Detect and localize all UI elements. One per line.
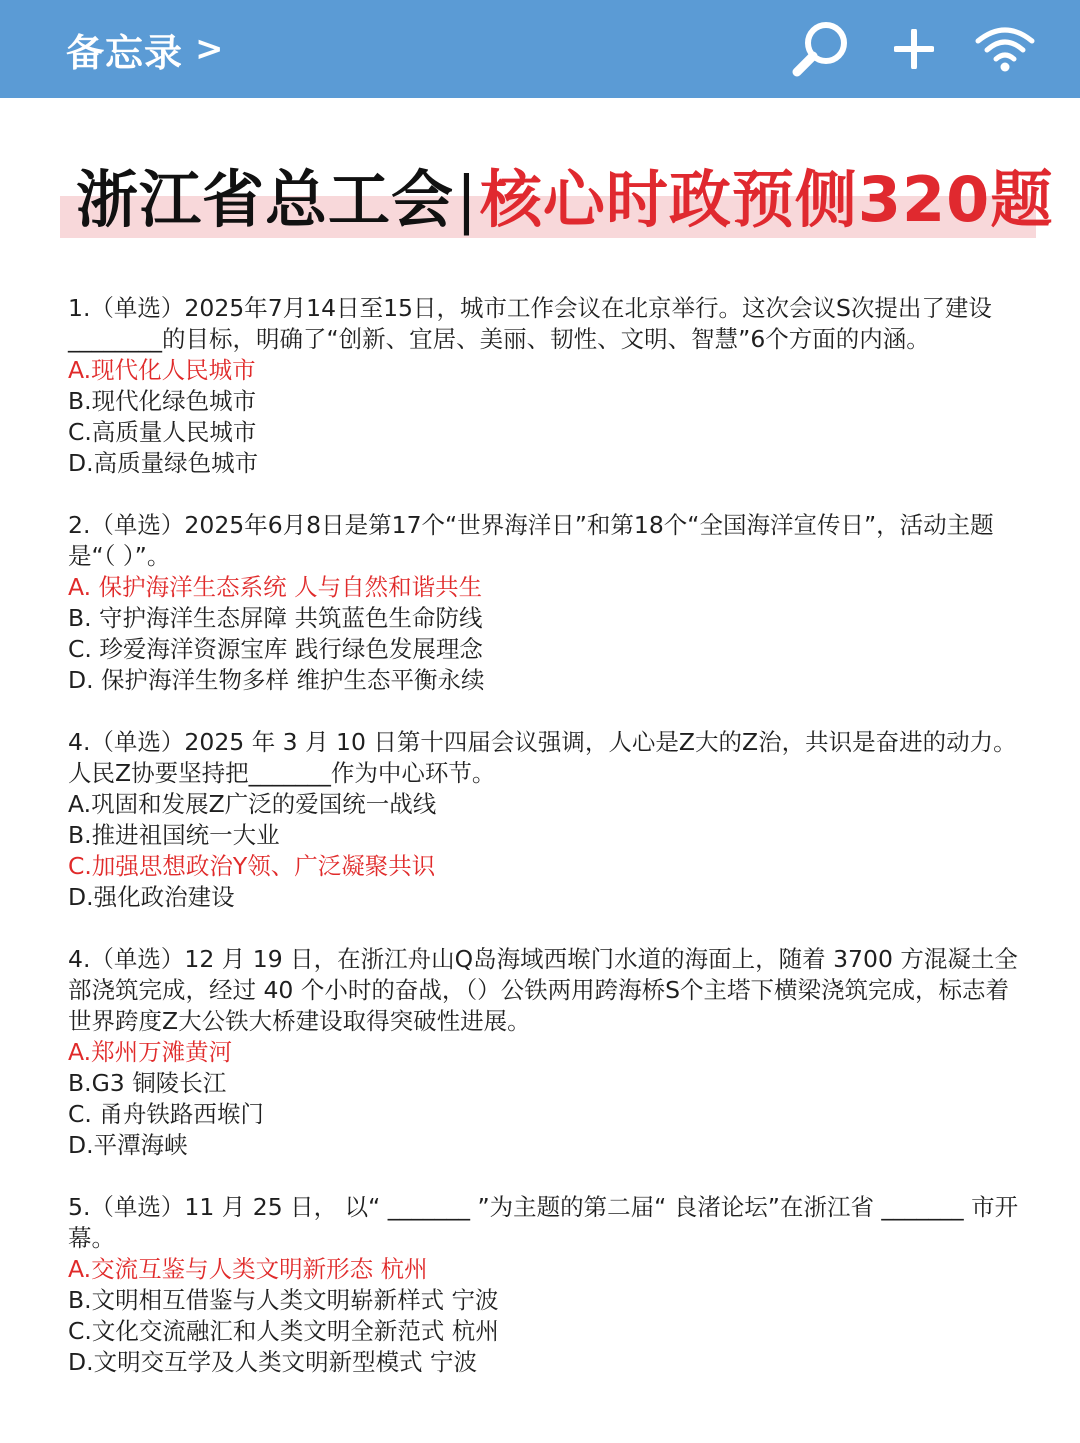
question-stem: 2.（单选）2025年6月8日是第17个“世界海洋日”和第18个“全国海洋宣传日”，活动主题是“（ ）”。: [68, 511, 994, 570]
question-stem: 5.（单选）11 月 25 日， 以“ _______ ”为主题的第二届“ 良渚论坛”在浙江省 _______ 市开幕。: [68, 1193, 1019, 1252]
question-stem: 1.（单选）2025年7月14日至15日，城市工作会议在北京举行。这次会议S次提出了建设________的目标，明确了“创新、宜居、美丽、韧性、文明、智慧”6个方面的内涵。: [68, 294, 992, 353]
answer-option: B.现代化绿色城市: [68, 387, 257, 415]
back-label: 备忘录: [66, 30, 184, 75]
answer-option-correct: A.现代化人民城市: [68, 356, 256, 384]
wifi-icon[interactable]: [974, 25, 1036, 73]
toolbar-icons: [790, 18, 1036, 80]
answer-option: B.推进祖国统一大业: [68, 821, 280, 849]
question-item: [68, 727, 1028, 913]
answer-option: B.G3 铜陵长江: [68, 1069, 227, 1097]
top-bar: [0, 0, 1080, 98]
answer-option: B.文明相互借鉴与人类文明崭新样式 宁波: [68, 1286, 499, 1314]
answer-option-correct: A. 保护海洋生态系统 人与自然和谐共生: [68, 573, 483, 601]
answer-option: C. 珍爱海洋资源宝库 践行绿色发展理念: [68, 635, 483, 663]
chevron-right-icon: >: [195, 29, 225, 69]
answer-option: D.文明交互学及人类文明新型模式 宁波: [68, 1348, 478, 1376]
answer-option: C. 甬舟铁路西堠门: [68, 1100, 264, 1128]
answer-option: C.高质量人民城市: [68, 418, 257, 446]
question-item: [68, 944, 1028, 1161]
search-icon[interactable]: [790, 18, 854, 80]
title-separator: |: [456, 163, 478, 236]
back-button[interactable]: [66, 22, 225, 77]
answer-option: A.巩固和发展Z广泛的爱国统一战线: [68, 790, 437, 818]
question-item: [68, 510, 1028, 696]
answer-option: D.高质量绿色城市: [68, 449, 259, 477]
answer-option: B. 守护海洋生态屏障 共筑蓝色生命防线: [68, 604, 483, 632]
question-item: [68, 293, 1028, 479]
question-stem: 4.（单选）2025 年 3 月 10 日第十四届会议强调，人心是Z大的Z治，共识是奋进的动力。人民Z协要坚持把_______作为中心环节。: [68, 728, 1017, 787]
title-block: [60, 150, 1054, 250]
question-item: [68, 1192, 1028, 1378]
answer-option-correct: A.郑州万滩黄河: [68, 1038, 233, 1066]
question-list: [68, 293, 1028, 1409]
title-part1: 浙江省总工会: [76, 163, 455, 236]
answer-option-correct: A.交流互鉴与人类文明新形态 杭州: [68, 1255, 428, 1283]
answer-option: D. 保护海洋生物多样 维护生态平衡永续: [68, 666, 485, 694]
plus-icon[interactable]: [894, 29, 934, 69]
answer-option: D.平潭海峡: [68, 1131, 188, 1159]
question-stem: 4.（单选）12 月 19 日，在浙江舟山Q岛海域西堠门水道的海面上，随着 3700 方混凝土全部浇筑完成，经过 40 个小时的奋战，（）公铁两用跨海桥S个主塔下横梁浇筑完成，标志着世界跨度Z大公铁大桥建设取得突破性进展。: [68, 945, 1018, 1035]
answer-option: C.文化交流融汇和人类文明全新范式 杭州: [68, 1317, 499, 1345]
answer-option-correct: C.加强思想政治Y领、广泛凝聚共识: [68, 852, 436, 880]
title-part2: 核心时政预侧320题: [479, 163, 1054, 236]
answer-option: D.强化政治建设: [68, 883, 235, 911]
page-title: [76, 158, 1053, 242]
